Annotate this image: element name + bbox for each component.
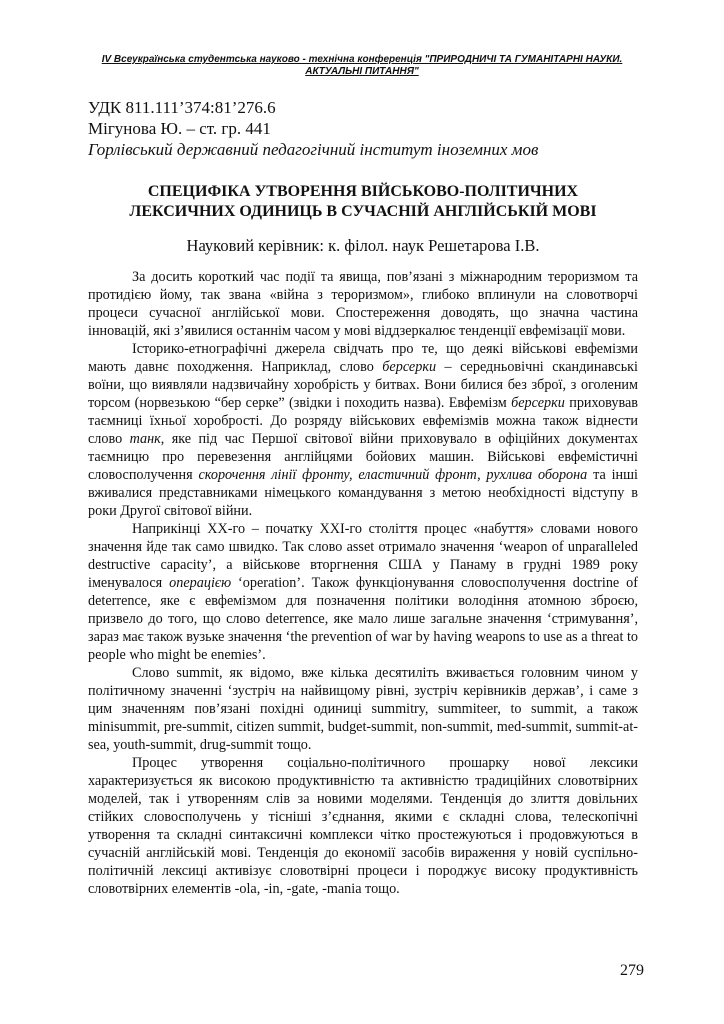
institution-line: Горлівський державний педагогічний інститут іноземних мов xyxy=(88,140,539,159)
article-title xyxy=(88,182,638,222)
italic-term: берсерки xyxy=(511,395,565,411)
paragraph-3 xyxy=(88,520,638,664)
conference-header-line1: IV Всеукраїнська студентська науково - технічна конференція "ПРИРОДНИЧІ ТА ГУМАНІТАРНІ НАУКИ. xyxy=(101,54,623,65)
italic-term: скорочення лінії фронту, еластичний фронт, рухлива оборона xyxy=(198,467,588,483)
paragraph-1: За досить короткий час події та явища, пов’язані з міжнародним тероризмом та протидією йому, так звана «війна з тероризмом», глибоко вплинули на словотворчі процеси сучасної англійської мови. Спостереження доводять, що значна частина інновацій, які з’явилися останнім часом у мові віддзеркалює тенденції евфемізації мови. xyxy=(88,269,638,339)
text-run: ‘operation’. Також функціонування словосполучення doctrine of deterrence, яке є евфемізмом для позначення політики володіння атомною зброєю, призвело до того, що слово deterrence, яке мало лише загальне значення ‘стримування’, зараз має також вузьке значення ‘the prevention of war by having weapons to use as a threat to people who might be enemies’. xyxy=(88,575,639,663)
text-run: Історико-етнографічні джерела свідчать про те, що деякі військові евфемізми мають давнє походження. Наприклад, слово xyxy=(88,341,638,375)
italic-term: операцією xyxy=(169,575,232,591)
udk-code: УДК 811.111’374:81’276.6 xyxy=(88,98,276,117)
conference-header-line2: АКТУАЛЬНІ ПИТАННЯ" xyxy=(305,66,419,77)
paragraph-4: Слово summit, як відомо, вже кілька десятиліть вживається головним чином у політичному значенні ‘зустріч на найвищому рівні, зустріч керівників держав’, і саме з цим значенням пов’язані похідні одиниці summitry, summiteer, to summit, а також minisummit, pre-summit, citizen summit, budget-summit, non-summit, med-summit, summit-at-sea, youth-summit, drug-summit тощо. xyxy=(88,665,638,753)
article-meta xyxy=(88,97,648,160)
text-run: – середньовічні скандинавські воїни, що виявляли надзвичайну хоробрість у битвах. Вони билися без зброї, з оголеним торсом (норвезькою “бер серке” (звідки і походить назва). Евфемізм xyxy=(88,359,638,411)
text-run: та інші вживалися представниками німецького командування з метою необхідності відступу в роки Другої світової війни. xyxy=(88,467,638,519)
paragraph-2 xyxy=(88,340,638,520)
article-body xyxy=(88,268,638,898)
italic-term: берсерки xyxy=(382,359,437,375)
conference-header xyxy=(100,54,624,78)
title-line1: СПЕЦИФІКА УТВОРЕННЯ ВІЙСЬКОВО-ПОЛІТИЧНИХ xyxy=(147,183,579,200)
author-line: Мігунова Ю. – ст. гр. 441 xyxy=(88,119,271,138)
text-run: , яке під час Першої світової війни приховувало в офіційних документах таємницю про перевезення англійцями бойових машин. Військові евфемістичні словосполучення xyxy=(88,431,638,483)
text-run: приховував таємниці їхньої хоробрості. До розряду військових евфемізмів можна також віднести слово xyxy=(88,395,638,447)
text-run: Наприкінці ХХ-го – початку ХХІ-го століття процес «набуття» словами нового значення йде так само швидко. Так слово asset отримало значення ‘weapon of unparalleled destructive capacity’, а військове вторгнення США у Панаму в грудні 1989 року іменувалося xyxy=(88,521,638,591)
title-line2: ЛЕКСИЧНИХ ОДИНИЦЬ В СУЧАСНІЙ АНГЛІЙСЬКІЙ МОВІ xyxy=(129,203,597,220)
italic-term: танк xyxy=(129,431,161,447)
supervisor-line: Науковий керівник: к. філол. наук Решетарова І.В. xyxy=(186,236,540,255)
paragraph-5: Процес утворення соціально-політичного прошарку нової лексики характеризується як високою продуктивністю та активністю традиційних словотвірних моделей, так і утворенням слів за новими моделями. Тенденція до злиття довільних стійких словосполучень у тісніші з’єднання, якими є складні слова, телескопічні утворення та складні синтаксичні комплекси чітко простежуються і продовжуються в сучасній англійській мові. Тенденція до економії засобів вираження у новій суспільно-політичній лексиці активізує словотвірні процеси і породжує високу продуктивність словотвірних елементів -ola, -in, -gate, -mania тощо. xyxy=(88,755,638,897)
page-number: 279 xyxy=(620,962,644,979)
